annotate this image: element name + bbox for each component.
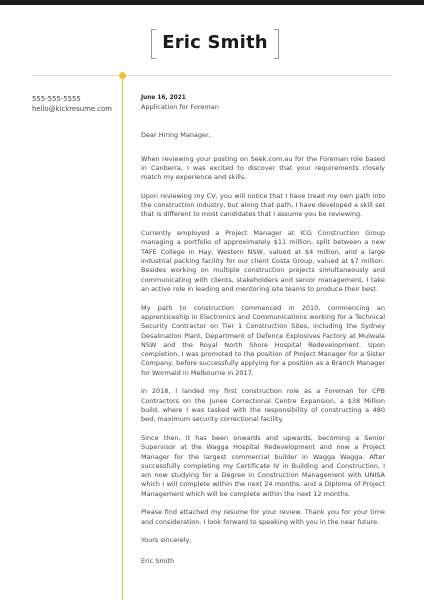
letter-body	[141, 94, 385, 566]
top-bar	[0, 0, 424, 5]
applicant-name: Eric Smith	[162, 32, 268, 53]
paragraph: In 2018, I landed my first construction role as a Foreman for CPB Contractors on the Junee Correctional Centre Expansion, a $38 Million build, where I was tasked with the responsibility of constructing a 480 bed, maximum security correctional facility.	[141, 387, 385, 424]
letter-signature: Eric Smith	[141, 556, 175, 565]
phone-number: 555-555-5555	[32, 95, 81, 103]
letter-subject: Application for Foreman	[141, 103, 219, 111]
accent-dot	[119, 72, 126, 79]
letter-greeting: Dear Hiring Manager,	[141, 131, 211, 140]
email-address: hello@kickresume.com	[32, 105, 112, 113]
paragraph: Please find attached my resume for your review. Thank you for your time and consideration. I look forward to speaking with you in the near future.	[141, 508, 385, 526]
letter-closing: Yours sincerely,	[141, 536, 192, 545]
horizontal-divider	[32, 75, 392, 76]
letter-date: June 16, 2021	[141, 95, 186, 101]
paragraph: Currently employed a Project Manager at ICG Construction Group managing a portfolio of approximately $11 million, split between a new TAFE College in Hay, Western NSW, valued at $4 million, and a large industrial packing facility for our client Costa Group, valued at $7 million. Besides working on multiple construction projects simultaneously and communicating with clients, stakeholders and senior management, I take an active role in leading and mentoring site teams to produce their best.	[141, 229, 385, 293]
contact-info	[32, 94, 112, 114]
paragraph: Upon reviewing my CV, you will notice that I have tread my own path into the construction industry, but along that path, I have developed a skill set that is different to most candidates that I assume you be reviewing.	[141, 191, 385, 219]
vertical-accent-line	[122, 75, 123, 600]
paragraph: My path to construction commenced in 2010, commencing an apprenticeship in Electronics and Communications working for a Technical Security Contractor on Tier 1 Construction Sites, including the Sydney Desalination Plant, Department of Defence Explosives Factory at Mulwala NSW and the Royal North Shore Hospital Redevelopment. Upon completion, I was promoted to the position of Project Manager for a Sister Company, before successfully applying for a position as a Branch Manager for Wormald in Melbourne in 2017.	[141, 303, 385, 377]
paragraph: When reviewing your posting on Seek.com.au for the Foreman role based in Canberra, I was excited to discover that your requirements closely match my experience and skills.	[141, 154, 385, 182]
paragraph: Since then, it has been onwards and upwards, becoming a Senior Supervisor at the Wagga Hospital Redevelopment and now a Project Manager for the largest commercial builder in Wagga Wagga. After successfully completing my Certificate IV in Building and Construction, I am now studying for a Degree in Construction Management with UNISA which I will complete within the next 24 months, and a Diploma of Project Management which will be complete within the next 12 months.	[141, 433, 385, 498]
name-header	[151, 29, 279, 59]
